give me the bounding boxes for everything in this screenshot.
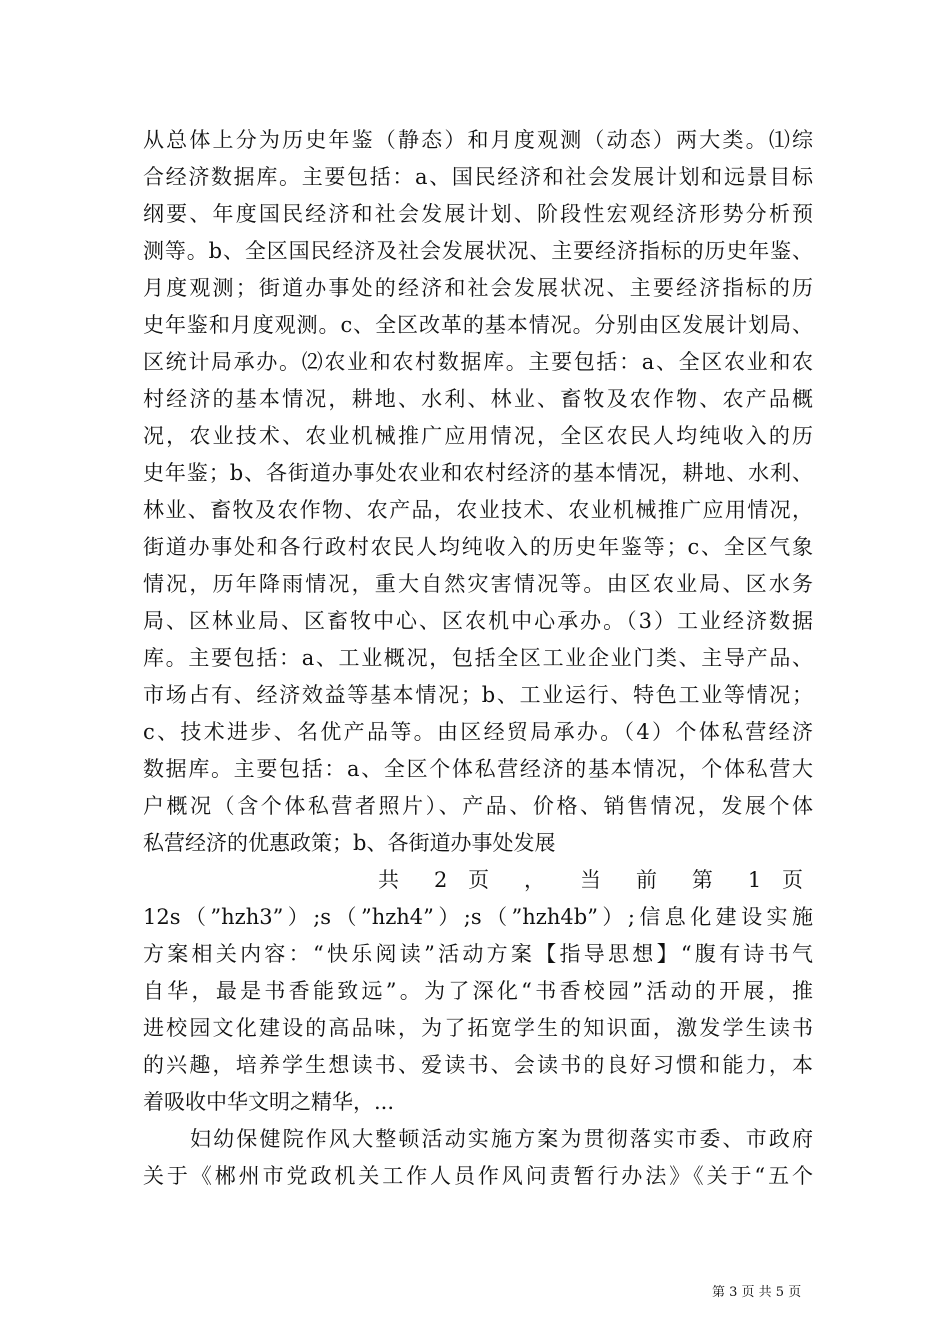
text-line: 从总体上分为历史年鉴（静态）和月度观测（动态）两大类。⑴综 <box>143 128 813 152</box>
text-line: 12s（”hzh3”）;s（”hzh4”）;s（”hzh4b”）;信息化建设实施 <box>143 905 813 929</box>
text-line: 区统计局承办。⑵农业和农村数据库。主要包括：a、全区农业和农 <box>143 350 813 374</box>
text-line: 数据库。主要包括：a、全区个体私营经济的基本情况，个体私营大 <box>143 757 813 781</box>
text-line: 村经济的基本情况，耕地、水利、林业、畜牧及农作物、农产品概 <box>143 387 813 411</box>
text-line: 史年鉴；b、各街道办事处农业和农村经济的基本情况，耕地、水利、 <box>143 461 813 485</box>
text-line: 街道办事处和各行政村农民人均纯收入的历史年鉴等；c、全区气象 <box>143 535 813 559</box>
text-line: 况，农业技术、农业机械推广应用情况，全区农民人均纯收入的历 <box>143 424 813 448</box>
text-line: 户概况（含个体私营者照片）、产品、价格、销售情况，发展个体 <box>143 794 813 818</box>
text-line: 情况，历年降雨情况，重大自然灾害情况等。由区农业局、区水务 <box>143 572 813 596</box>
text-line: 测等。b、全区国民经济及社会发展状况、主要经济指标的历史年鉴、 <box>143 239 813 263</box>
text-line: 方案相关内容：“快乐阅读”活动方案【指导思想】“腹有诗书气 <box>143 942 813 966</box>
text-line: 合经济数据库。主要包括：a、国民经济和社会发展计划和远景目标 <box>143 165 813 189</box>
text-line: 进校园文化建设的高品味，为了拓宽学生的知识面，激发学生读书 <box>143 1016 813 1040</box>
page-indicator: 共 2 页 ， 当 前 第 1 页 <box>378 868 803 892</box>
text-line: 纲要、年度国民经济和社会发展计划、阶段性宏观经济形势分析预 <box>143 202 813 226</box>
text-line: 私营经济的优惠政策；b、各街道办事处发展 <box>143 831 556 855</box>
text-line: 月度观测；街道办事处的经济和社会发展状况、主要经济指标的历 <box>143 276 813 300</box>
text-line: 史年鉴和月度观测。c、全区改革的基本情况。分别由区发展计划局、 <box>143 313 813 337</box>
text-line: 关于《郴州市党政机关工作人员作风问责暂行办法》《关于“五个 <box>143 1164 813 1188</box>
text-line: 着吸收中华文明之精华，... <box>143 1090 395 1114</box>
text-line: 林业、畜牧及农作物、农产品，农业技术、农业机械推广应用情况， <box>143 498 813 522</box>
text-line: 局、区林业局、区畜牧中心、区农机中心承办。（3）工业经济数据 <box>143 609 813 633</box>
text-line: 市场占有、经济效益等基本情况；b、工业运行、特色工业等情况； <box>143 683 813 707</box>
text-line: c、技术进步、名优产品等。由区经贸局承办。（4）个体私营经济 <box>143 720 813 744</box>
page-footer: 第 3 页 共 5 页 <box>712 1285 802 1300</box>
text-line: 库。主要包括：a、工业概况，包括全区工业企业门类、主导产品、 <box>143 646 813 670</box>
paragraph-first-line: 妇幼保健院作风大整顿活动实施方案为贯彻落实市委、市政府 <box>190 1127 813 1151</box>
text-line: 的兴趣，培养学生想读书、爱读书、会读书的良好习惯和能力，本 <box>143 1053 813 1077</box>
text-line: 自华，最是书香能致远”。为了深化“书香校园”活动的开展，推 <box>143 979 813 1003</box>
